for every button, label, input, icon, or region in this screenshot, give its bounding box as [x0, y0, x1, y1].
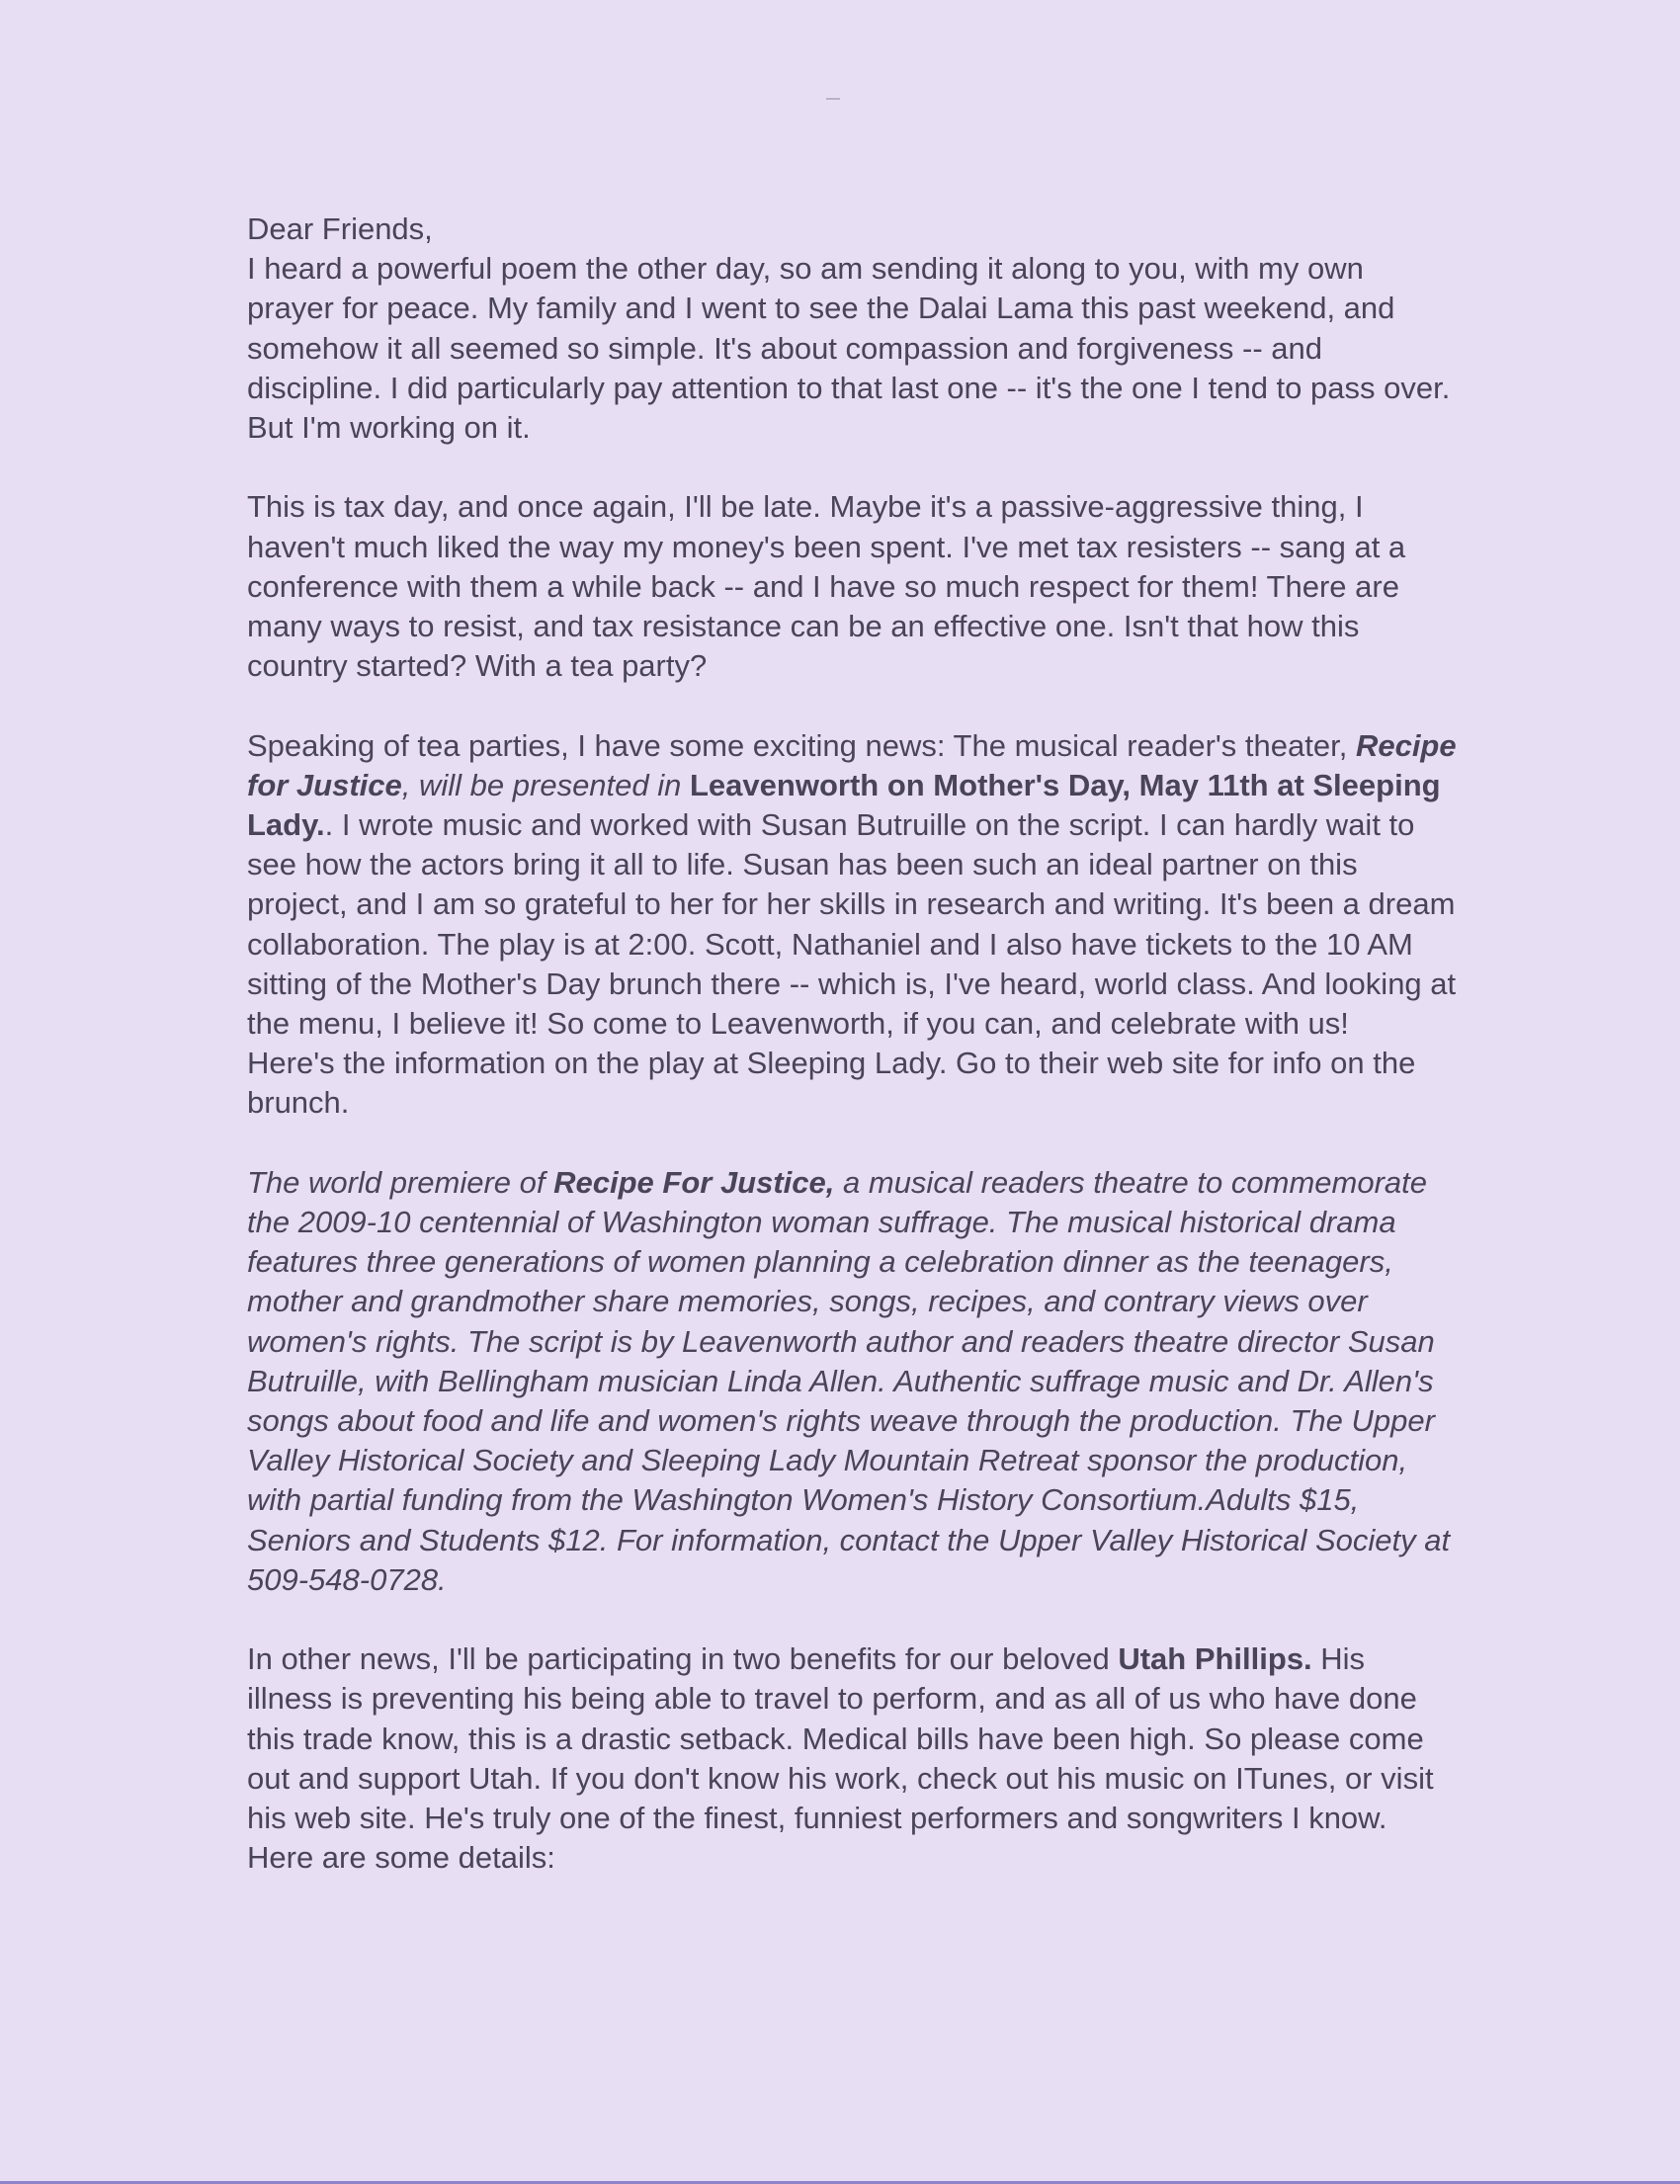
- recipe-mid-text: , will be presented in: [401, 767, 690, 802]
- recipe-rest-text: . I wrote music and worked with Susan Butruille on the script. I can hardly wait to see how the actors bring it all to life. Susan has been such an ideal partner on this project, and I am so grateful to her for her skills in research and writing. It's been a dream collaboration. The play is at 2:00. Scott, Nathaniel and I also have tickets to the 10 AM sitting of the Mother's Day brunch there -- which is, I've heard, world class. And looking at the menu, I believe it! So come to Leavenworth, if you can, and celebrate with us!: [247, 807, 1457, 1042]
- salutation: Dear Friends,: [247, 211, 433, 246]
- premiere-title: Recipe For Justice,: [553, 1164, 835, 1200]
- utah-name: Utah Phillips.: [1118, 1641, 1312, 1677]
- premiere-intro-text: The world premiere of: [247, 1164, 554, 1200]
- utah-body-text: His illness is preventing his being able to travel to perform, and as all of us who have done this trade know, this is a drastic setback. Medical bills have been high. So please come out and support Utah. If you don't know his work, check out his music on ITunes, or visit his web site. He's truly one of the finest, funniest performers and songwriters I know. Here are some details:: [247, 1641, 1434, 1876]
- scan-speck: [826, 98, 840, 100]
- paragraph-info-line: Here's the information on the play at Sleeping Lady. Go to their web site for info on the brunch.: [247, 1046, 1416, 1121]
- paragraph-tax-day: This is tax day, and once again, I'll be late. Maybe it's a passive-aggressive thing, I haven't much liked the way my money's been spent. I've met tax resisters -- sang at a conference with them a while back -- and I have so much respect for them! There are many ways to resist, and tax resistance can be an effective one. Isn't that how this country started? With a tea party?: [247, 489, 1406, 684]
- recipe-intro-text: Speaking of tea parties, I have some exciting news: The musical reader's theater,: [247, 727, 1356, 763]
- premiere-body-text: a musical readers theatre to commemorate the 2009-10 centennial of Washington woman suffrage. The musical historical drama features three generations of women planning a celebration dinner as the teenagers, mother and grandmother share memories, songs, recipes, and contrary views over women's rights. The script is by Leavenworth author and readers theatre director Susan Butruille, with Bellingham musician Linda Allen. Authentic suffrage music and Dr. Allen's songs about food and life and women's rights weave through the production. The Upper Valley Historical Society and Sleeping Lady Mountain Retreat sponsor the production, with partial funding from the Washington Women's History Consortium.Adults $15, Seniors and Students $12. For information, contact the Upper Valley Historical Society at 509-548-0728.: [247, 1164, 1451, 1597]
- event-details: Leavenworth on Mother's Day, May 11th at Sleeping Lady.: [247, 767, 1441, 843]
- paragraph-premiere: [247, 1163, 1458, 1600]
- play-title: Recipe for Justice: [247, 727, 1457, 802]
- paragraph-recipe-news: [247, 726, 1458, 1045]
- letter-body: [247, 210, 1458, 1878]
- paragraph-utah-phillips: [247, 1639, 1458, 1878]
- paragraph-dalai-lama: I heard a powerful poem the other day, so am sending it along to you, with my own prayer for peace. My family and I went to see the Dalai Lama this past weekend, and somehow it all seemed so simple. It's about compassion and forgiveness -- and discipline. I did particularly pay attention to that last one -- it's the one I tend to pass over. But I'm working on it.: [247, 251, 1451, 446]
- utah-intro-text: In other news, I'll be participating in two benefits for our beloved: [247, 1641, 1119, 1677]
